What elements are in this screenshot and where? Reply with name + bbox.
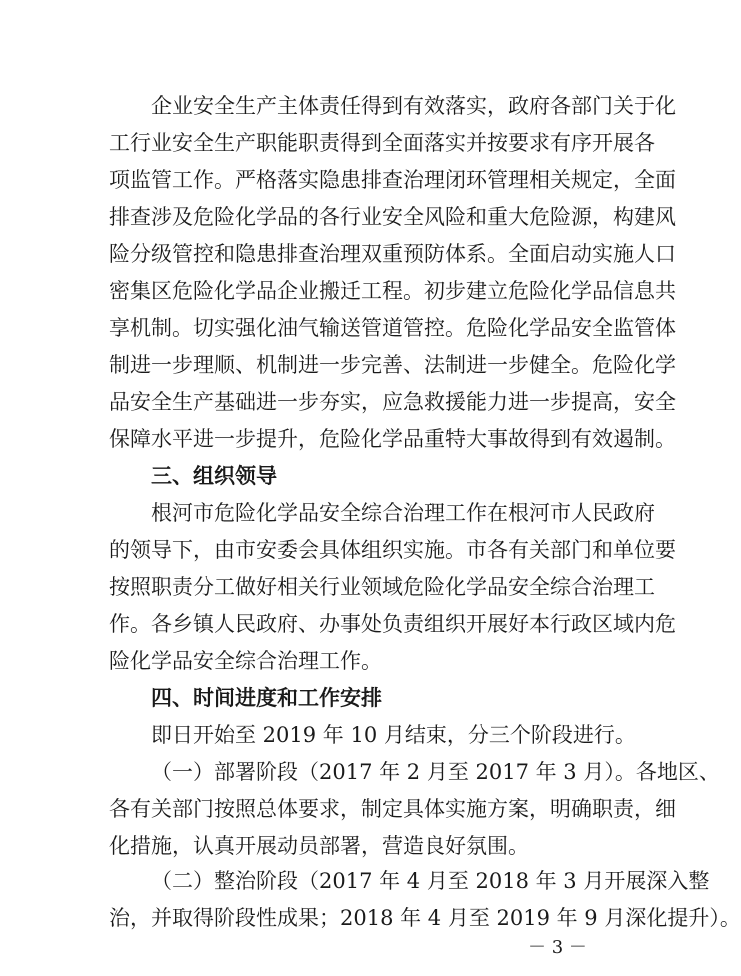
section-heading-organization: 三、组织领导 <box>151 464 277 488</box>
page-number: － 3 － <box>528 937 587 958</box>
paragraph-line: 作。各乡镇人民政府、办事处负责组织开展好本行政区域内危 <box>109 612 676 636</box>
paragraph-line: 保障水平进一步提升，危险化学品重特大事故得到有效遏制。 <box>109 427 676 451</box>
paragraph-line: 险分级管控和隐患排查治理双重预防体系。全面启动实施人口 <box>109 242 676 266</box>
paragraph-line: 工行业安全生产职能职责得到全面落实并按要求有序开展各 <box>109 131 655 155</box>
paragraph-line: 排查涉及危险化学品的各行业安全风险和重大危险源，构建风 <box>109 205 676 229</box>
paragraph-line: 险化学品安全综合治理工作。 <box>109 649 382 673</box>
paragraph-line: 项监管工作。严格落实隐患排查治理闭环管理相关规定，全面 <box>109 168 676 192</box>
paragraph-line: 根河市危险化学品安全综合治理工作在根河市人民政府 <box>151 501 655 525</box>
paragraph-line: 的领导下，由市安委会具体组织实施。市各有关部门和单位要 <box>109 538 676 562</box>
paragraph-line: 治，并取得阶段性成果；2018 年 4 月至 2019 年 9 月深化提升）。 <box>109 906 741 930</box>
paragraph-line: 化措施，认真开展动员部署，营造良好氛围。 <box>109 834 529 858</box>
paragraph-line: 企业安全生产主体责任得到有效落实，政府各部门关于化 <box>151 94 676 118</box>
paragraph-line: 按照职责分工做好相关行业领域危险化学品安全综合治理工 <box>109 575 655 599</box>
paragraph-line: 制进一步理顺、机制进一步完善、法制进一步健全。危险化学 <box>109 353 676 377</box>
paragraph-line: 各有关部门按照总体要求，制定具体实施方案，明确职责，细 <box>109 797 676 821</box>
paragraph-line: （二）整治阶段（2017 年 4 月至 2018 年 3 月开展深入整 <box>151 869 710 893</box>
paragraph-line: 即日开始至 2019 年 10 月结束，分三个阶段进行。 <box>151 723 636 747</box>
paragraph-line: （一）部署阶段（2017 年 2 月至 2017 年 3 月）。各地区、 <box>151 760 720 784</box>
paragraph-line: 享机制。切实强化油气输送管道管控。危险化学品安全监管体 <box>109 316 676 340</box>
paragraph-line: 密集区危险化学品企业搬迁工程。初步建立危险化学品信息共 <box>109 279 676 303</box>
section-heading-schedule: 四、时间进度和工作安排 <box>151 686 382 710</box>
paragraph-line: 品安全生产基础进一步夯实，应急救援能力进一步提高，安全 <box>109 390 676 414</box>
